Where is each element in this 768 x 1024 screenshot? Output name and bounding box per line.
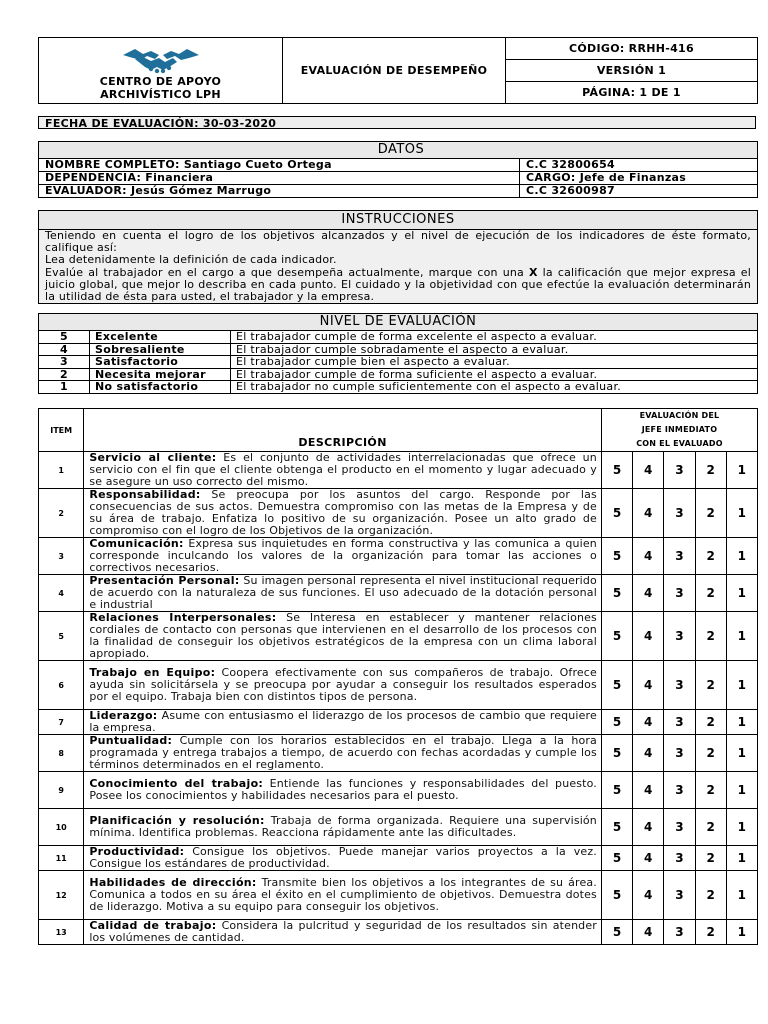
- employee-department: DEPENDENCIA: Financiera: [39, 172, 520, 185]
- score-option-1[interactable]: 1: [726, 710, 757, 735]
- item-number: 13: [39, 920, 84, 945]
- score-option-4[interactable]: 4: [633, 735, 664, 772]
- item-number: 5: [39, 612, 84, 661]
- criterion-name: Productividad:: [89, 845, 185, 858]
- criterion-text: Considera la pulcritud y seguridad de los resultados sin atender los volúmenes de cantidad.: [89, 919, 597, 944]
- score-option-1[interactable]: 1: [726, 452, 757, 489]
- score-option-2[interactable]: 2: [695, 735, 726, 772]
- item-description: [84, 846, 602, 871]
- score-option-4[interactable]: 4: [633, 846, 664, 871]
- table-row: [39, 489, 758, 538]
- header-item: ITEM: [39, 409, 84, 452]
- score-option-1[interactable]: 1: [726, 575, 757, 612]
- item-description: [84, 612, 602, 661]
- instruction-text: Evalúe al trabajador en el cargo a que desempeña actualmente, marque con una: [45, 265, 529, 279]
- score-option-2[interactable]: 2: [695, 809, 726, 846]
- level-name: No satisfactorio: [90, 381, 231, 394]
- criterion-text: Transmite bien los objetivos a los integrantes de su área. Comunica a todos en su área el éxito en el cumplimiento de objetivos. Demuestra dotes de liderazgo. Motiva a su equipo para conseguir los objetivos.: [89, 876, 597, 913]
- instrucciones-title: INSTRUCCIONES: [39, 211, 758, 230]
- score-option-3[interactable]: 3: [664, 661, 695, 710]
- instrucciones-body: [39, 230, 758, 304]
- score-option-3[interactable]: 3: [664, 920, 695, 945]
- table-row: [39, 612, 758, 661]
- score-option-1[interactable]: 1: [726, 538, 757, 575]
- table-row: [39, 809, 758, 846]
- score-option-4[interactable]: 4: [633, 920, 664, 945]
- logo-cell: [39, 38, 283, 104]
- table-row: [39, 710, 758, 735]
- score-option-3[interactable]: 3: [664, 538, 695, 575]
- score-option-2[interactable]: 2: [695, 575, 726, 612]
- level-row: [39, 343, 758, 356]
- score-option-1[interactable]: 1: [726, 661, 757, 710]
- score-option-5[interactable]: 5: [601, 575, 632, 612]
- score-option-3[interactable]: 3: [664, 710, 695, 735]
- score-option-3[interactable]: 3: [664, 809, 695, 846]
- score-option-4[interactable]: 4: [633, 809, 664, 846]
- niveles-section: [38, 313, 758, 394]
- org-name-line2: ARCHIVÍSTICO LPH: [100, 87, 221, 101]
- table-row: [39, 452, 758, 489]
- item-number: 11: [39, 846, 84, 871]
- criterion-text: Es el conjunto de actividades interrelacionadas que ofrece un servicio con el fin que el cliente obtenga el producto en el momento y lugar adecuado y se asegure un uso correcto del mismo.: [89, 451, 597, 488]
- criterion-text: Entiende las funciones y responsabilidades del puesto. Posee los conocimientos y habilidades necesarios para el puesto.: [89, 777, 597, 802]
- datos-title: DATOS: [39, 142, 758, 159]
- score-option-1[interactable]: 1: [726, 920, 757, 945]
- score-option-2[interactable]: 2: [695, 772, 726, 809]
- score-option-5[interactable]: 5: [601, 809, 632, 846]
- criterion-name: Puntualidad:: [89, 734, 173, 747]
- criterion-text: Trabaja de forma organizada. Requiere una supervisión mínima. Identifica problemas. Reacciona rápidamente ante las dificultades.: [89, 814, 597, 839]
- score-option-4[interactable]: 4: [633, 772, 664, 809]
- instruction-paragraph: Teniendo en cuenta el logro de los objetivos alcanzados y el nivel de ejecución de los indicadores de éste formato, califique así:: [45, 229, 751, 255]
- score-option-4[interactable]: 4: [633, 661, 664, 710]
- table-row: [39, 538, 758, 575]
- mark-x: X: [528, 265, 538, 279]
- item-description: [84, 452, 602, 489]
- score-option-1[interactable]: 1: [726, 489, 757, 538]
- score-option-5[interactable]: 5: [601, 710, 632, 735]
- level-name: Necesita mejorar: [90, 368, 231, 381]
- item-description: [84, 735, 602, 772]
- item-number: 9: [39, 772, 84, 809]
- criterion-name: Presentación Personal:: [89, 574, 240, 587]
- level-row: [39, 331, 758, 344]
- instruction-text: la calificación que mejor expresa el juicio global, que mejor lo describa en cada punto. El cuidado y la objetividad con que efectúe la evaluación determinarán la utilidad de ésta para usted, el trabajador y la empresa.: [45, 265, 751, 304]
- item-number: 12: [39, 871, 84, 920]
- handshake-icon: [121, 45, 201, 75]
- item-number: 7: [39, 710, 84, 735]
- score-option-5[interactable]: 5: [601, 772, 632, 809]
- instruction-paragraph: [45, 267, 751, 304]
- level-row: [39, 368, 758, 381]
- criterion-text: Expresa sus inquietudes en forma constructiva y las comunica a quien corresponde inculcando los valores de la organización para tomar las acciones o correctivos necesarios.: [89, 537, 597, 574]
- score-option-3[interactable]: 3: [664, 452, 695, 489]
- item-description: [84, 575, 602, 612]
- score-option-5[interactable]: 5: [601, 661, 632, 710]
- table-row: [39, 871, 758, 920]
- score-option-1[interactable]: 1: [726, 735, 757, 772]
- score-option-4[interactable]: 4: [633, 489, 664, 538]
- criterion-name: Trabajo en Equipo:: [89, 666, 216, 679]
- score-option-2[interactable]: 2: [695, 661, 726, 710]
- score-option-1[interactable]: 1: [726, 772, 757, 809]
- score-option-5[interactable]: 5: [601, 612, 632, 661]
- document-title: EVALUACIÓN DE DESEMPEÑO: [283, 38, 506, 104]
- score-option-2[interactable]: 2: [695, 489, 726, 538]
- level-number: 3: [39, 356, 90, 369]
- criterion-name: Responsabilidad:: [89, 488, 201, 501]
- score-option-5[interactable]: 5: [601, 735, 632, 772]
- table-row: [39, 575, 758, 612]
- score-option-5[interactable]: 5: [601, 871, 632, 920]
- score-option-2[interactable]: 2: [695, 452, 726, 489]
- item-description: [84, 772, 602, 809]
- score-option-3[interactable]: 3: [664, 612, 695, 661]
- instrucciones-section: [38, 210, 758, 304]
- document-code: CÓDIGO: RRHH-416: [506, 38, 758, 60]
- item-number: 8: [39, 735, 84, 772]
- score-option-1[interactable]: 1: [726, 809, 757, 846]
- table-row: [39, 661, 758, 710]
- score-option-1[interactable]: 1: [726, 612, 757, 661]
- criterion-text: Cumple con los horarios establecidos en el trabajo. Llega a la hora programada y entrega trabajos a tiempo, de acuerdo con fechas acordadas y cumple los términos determinados en el reglamento.: [89, 734, 597, 771]
- score-option-5[interactable]: 5: [601, 489, 632, 538]
- score-option-5[interactable]: 5: [601, 538, 632, 575]
- criterion-text: Se preocupa por los asuntos del cargo. Responde por las consecuencias de sus actos. Demuestra compromiso con las metas de la Empresa y de su área de trabajo. Enfatiza lo positivo de su organización. Posee un alto grado de compromiso con el logro de los Objetivos de la organización.: [89, 488, 597, 537]
- criterion-name: Servicio al cliente:: [89, 451, 217, 464]
- niveles-title: NIVEL DE EVALUACIÓN: [39, 314, 758, 331]
- score-option-1[interactable]: 1: [726, 871, 757, 920]
- header-description: DESCRIPCIÓN: [84, 409, 602, 452]
- item-description: [84, 661, 602, 710]
- header-evaluation: [601, 409, 757, 452]
- document-page: PÁGINA: 1 DE 1: [506, 82, 758, 104]
- criterion-name: Relaciones Interpersonales:: [89, 611, 277, 624]
- table-row: [39, 735, 758, 772]
- document-header: [38, 37, 758, 104]
- score-option-2[interactable]: 2: [695, 710, 726, 735]
- datos-section: [38, 141, 758, 198]
- score-option-2[interactable]: 2: [695, 612, 726, 661]
- evaluator-name: EVALUADOR: Jesús Gómez Marrugo: [39, 185, 520, 198]
- score-option-3[interactable]: 3: [664, 489, 695, 538]
- employee-id: C.C 32800654: [520, 159, 758, 172]
- level-name: Excelente: [90, 331, 231, 344]
- item-number: 1: [39, 452, 84, 489]
- level-number: 2: [39, 368, 90, 381]
- score-option-4[interactable]: 4: [633, 452, 664, 489]
- item-number: 3: [39, 538, 84, 575]
- criterion-name: Conocimiento del trabajo:: [89, 777, 264, 790]
- score-option-2[interactable]: 2: [695, 920, 726, 945]
- score-option-3[interactable]: 3: [664, 735, 695, 772]
- document-version: VERSIÓN 1: [506, 60, 758, 82]
- item-number: 6: [39, 661, 84, 710]
- header-eval-line: EVALUACIÓN DEL: [639, 411, 720, 420]
- criterion-name: Habilidades de dirección:: [89, 876, 257, 889]
- criterion-text: Asume con entusiasmo el liderazgo de los procesos de cambio que requiere la empresa.: [89, 709, 597, 734]
- criterion-name: Planificación y resolución:: [89, 814, 265, 827]
- score-option-4[interactable]: 4: [633, 538, 664, 575]
- item-description: [84, 871, 602, 920]
- item-number: 4: [39, 575, 84, 612]
- criterion-name: Comunicación:: [89, 537, 184, 550]
- level-name: Satisfactorio: [90, 356, 231, 369]
- employee-position: CARGO: Jefe de Finanzas: [520, 172, 758, 185]
- instruction-paragraph: Lea detenidamente la definición de cada indicador.: [45, 253, 337, 267]
- evaluation-date: FECHA DE EVALUACIÓN: 30-03-2020: [38, 116, 756, 129]
- score-option-5[interactable]: 5: [601, 846, 632, 871]
- item-description: [84, 538, 602, 575]
- score-option-2[interactable]: 2: [695, 871, 726, 920]
- item-description: [84, 809, 602, 846]
- level-description: El trabajador cumple bien el aspecto a evaluar.: [231, 356, 758, 369]
- item-number: 2: [39, 489, 84, 538]
- table-row: [39, 920, 758, 945]
- employee-name: NOMBRE COMPLETO: Santiago Cueto Ortega: [39, 159, 520, 172]
- criterion-name: Liderazgo:: [89, 709, 158, 722]
- level-name: Sobresaliente: [90, 343, 231, 356]
- score-option-5[interactable]: 5: [601, 452, 632, 489]
- table-row: [39, 772, 758, 809]
- score-option-3[interactable]: 3: [664, 575, 695, 612]
- level-row: [39, 381, 758, 394]
- score-option-3[interactable]: 3: [664, 846, 695, 871]
- level-number: 4: [39, 343, 90, 356]
- score-option-1[interactable]: 1: [726, 846, 757, 871]
- evaluator-id: C.C 32600987: [520, 185, 758, 198]
- score-option-4[interactable]: 4: [633, 575, 664, 612]
- criterion-text: Su imagen personal representa el nivel institucional requerido de acuerdo con la naturaleza de sus funciones. El uso adecuado de la dotación personal e industrial: [89, 574, 597, 611]
- score-option-2[interactable]: 2: [695, 846, 726, 871]
- level-description: El trabajador no cumple suficientemente con el aspecto a evaluar.: [231, 381, 758, 394]
- level-number: 1: [39, 381, 90, 394]
- level-description: El trabajador cumple sobradamente el aspecto a evaluar.: [231, 343, 758, 356]
- item-description: [84, 489, 602, 538]
- item-number: 10: [39, 809, 84, 846]
- evaluation-table: [38, 408, 758, 945]
- header-eval-line: JEFE INMEDIATO: [641, 425, 718, 434]
- item-description: [84, 920, 602, 945]
- table-header-row: [39, 409, 758, 452]
- score-option-4[interactable]: 4: [633, 612, 664, 661]
- level-description: El trabajador cumple de forma excelente el aspecto a evaluar.: [231, 331, 758, 344]
- level-number: 5: [39, 331, 90, 344]
- criterion-text: Se Interesa en establecer y mantener relaciones cordiales de contacto con personas que intervienen en el desarrollo de los procesos con la finalidad de conseguir los objetivos estratégicos de la empresa con un clima laboral apropiado.: [89, 611, 597, 660]
- score-option-4[interactable]: 4: [633, 871, 664, 920]
- score-option-2[interactable]: 2: [695, 538, 726, 575]
- score-option-3[interactable]: 3: [664, 772, 695, 809]
- table-row: [39, 846, 758, 871]
- score-option-4[interactable]: 4: [633, 710, 664, 735]
- score-option-5[interactable]: 5: [601, 920, 632, 945]
- item-description: [84, 710, 602, 735]
- org-name-line1: CENTRO DE APOYO: [99, 74, 222, 88]
- header-eval-line: CON EL EVALUADO: [636, 439, 723, 448]
- level-row: [39, 356, 758, 369]
- evaluation-rows: [39, 452, 758, 945]
- criterion-text: Coopera efectivamente con sus compañeros de trabajo. Ofrece ayuda sin solicitársela y se preocupa por ayudar a conseguir los resultados esperados por el equipo. Trabaja bien con distintos tipos de persona.: [89, 666, 597, 703]
- criterion-name: Calidad de trabajo:: [89, 919, 217, 932]
- criterion-text: Consigue los objetivos. Puede manejar varios proyectos a la vez. Consigue los estándares de productividad.: [89, 845, 597, 870]
- score-option-3[interactable]: 3: [664, 871, 695, 920]
- level-description: El trabajador cumple de forma suficiente el aspecto a evaluar.: [231, 368, 758, 381]
